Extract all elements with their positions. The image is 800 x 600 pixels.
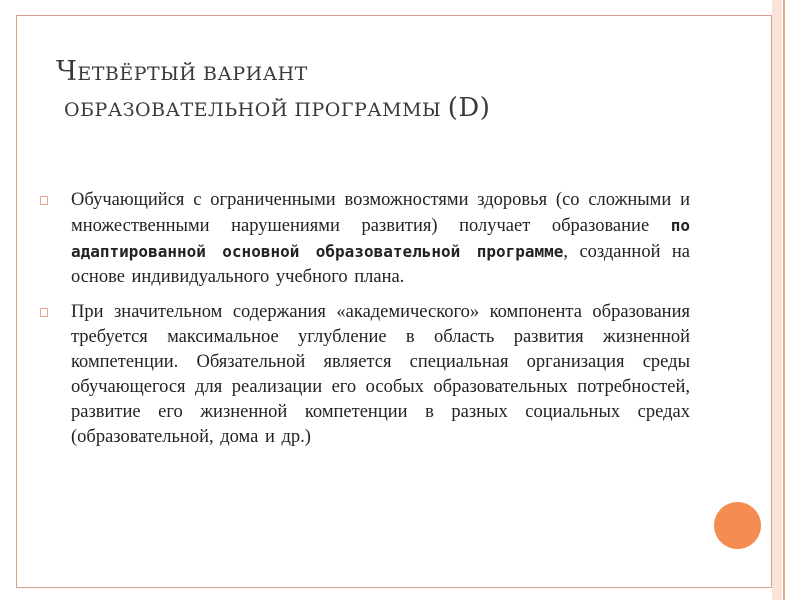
bullet-text-2: При значительном содержания «академического» компонента образования требуется максимальное углубление в область развития жизненной компетенции. Обязательной является специальная организация среды обучающегося для реализации его особых образовательных потребностей, развитие его жизненной компетенции в разных социальных средах (образовательной, дома и др.) xyxy=(71,302,690,447)
right-decorative-line xyxy=(783,0,785,600)
bullet-text-1 xyxy=(71,188,690,290)
bullet-1-before-bold: Обучающийся с ограниченными возможностями здоровья (со сложными и множественными нарушениями развития) получает образование xyxy=(71,190,690,236)
title-capital-letter: Ч xyxy=(56,56,78,87)
slide-content xyxy=(40,188,690,460)
orange-circle-decoration xyxy=(714,502,761,549)
right-decorative-band xyxy=(772,0,782,600)
title-line-2-text: ОБРАЗОВАТЕЛЬНОЙ ПРОГРАММЫ xyxy=(64,99,448,121)
title-line-1 xyxy=(56,55,490,91)
slide-title xyxy=(56,55,490,127)
bullet-square-icon xyxy=(40,196,48,205)
title-variant-letter: (D) xyxy=(447,93,491,123)
bullet-1-bold: по адаптированной основной образовательной программе xyxy=(71,216,690,261)
bullet-1-after-bold: , созданной на основе индивидуального учебного плана. xyxy=(71,242,690,287)
title-line-1-rest: ЕТВЁРТЫЙ ВАРИАНТ xyxy=(77,63,308,85)
bullet-item-1 xyxy=(40,188,690,290)
title-line-2 xyxy=(56,91,490,127)
bullet-square-icon xyxy=(40,308,48,317)
bullet-item-2 xyxy=(40,300,690,450)
